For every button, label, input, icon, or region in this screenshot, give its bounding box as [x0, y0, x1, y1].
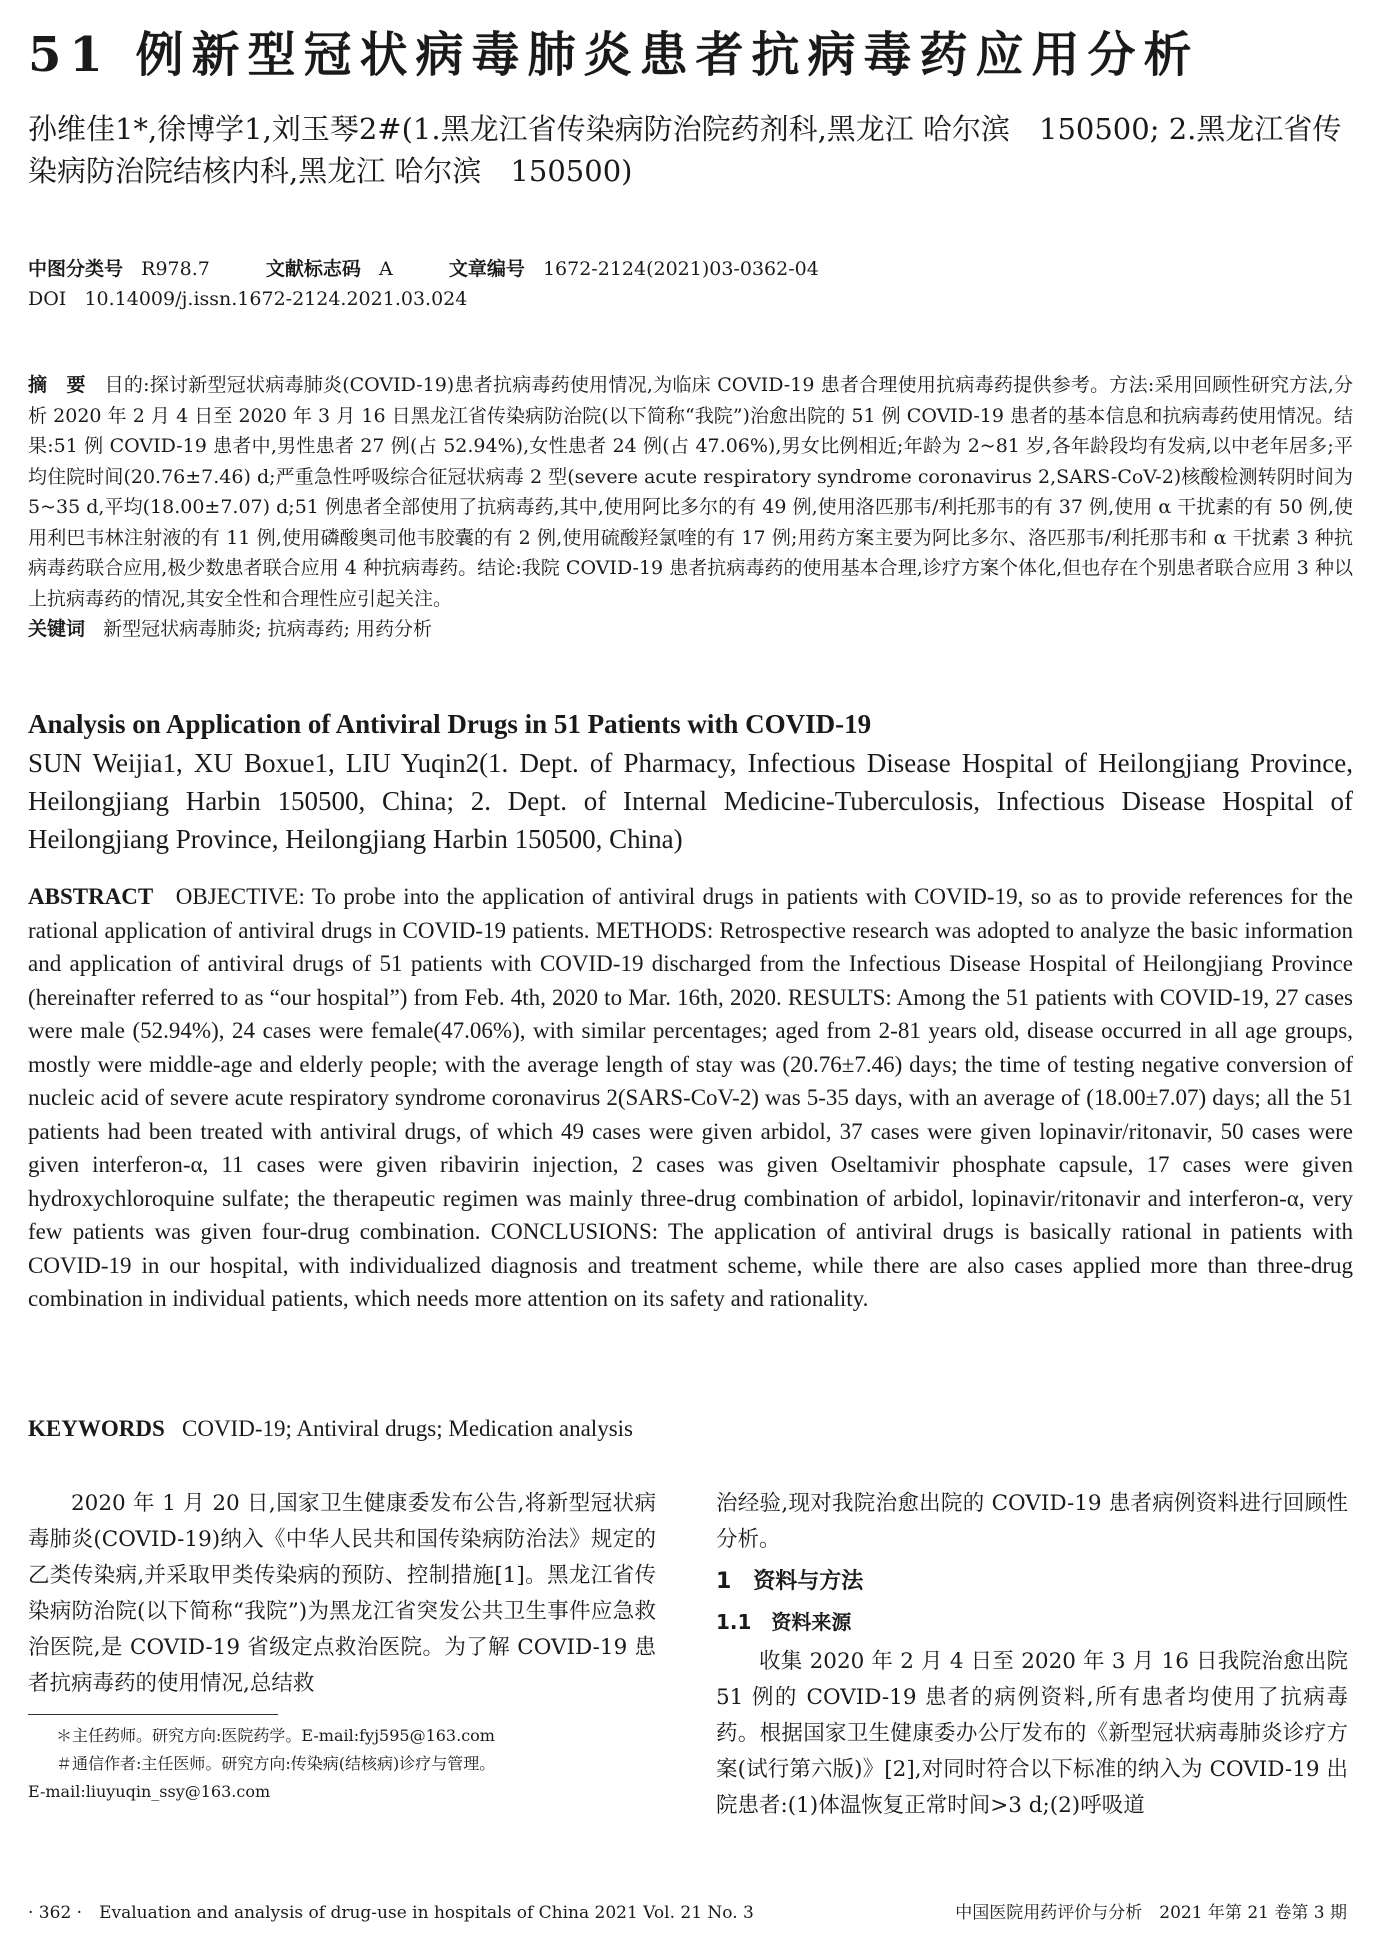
footnote-author-1: ＊主任药师。研究方向:医院药学。E-mail:fyj595@163.com	[56, 1726, 495, 1745]
keywords-text: 新型冠状病毒肺炎; 抗病毒药; 用药分析	[103, 618, 433, 640]
intro-paragraph: 2020 年 1 月 20 日,国家卫生健康委发布公告,将新型冠状病毒肺炎(COVID-19)纳入《中华人民共和国传染病防治法》规定的乙类传染病,并采取甲类传染病的预防、控制措施[1]。黑龙江省传染病防治院(以下简称“我院”)为黑龙江省突发公共卫生事件应急救治医院,是 COVID-19 省级定点救治医院。为了解 COVID-19 患者抗病毒药的使用情况,总结救	[28, 1491, 656, 1696]
footnotes	[28, 1722, 658, 1806]
section-heading: 1 资料与方法	[716, 1569, 864, 1594]
english-authors: SUN Weijia1, XU Boxue1, LIU Yuqin2(1. Dept. of Pharmacy, Infectious Disease Hospital of Heilongjiang Province, Heilongjiang Harbin 150500, China; 2. Dept. of Internal Medicine-Tuberculosis, Infectious Disease Hospital of Heilongjiang Province, Heilongjiang Harbin 150500, China)	[28, 748, 1353, 854]
english-keywords	[28, 1412, 1353, 1446]
intro-paragraph-continued: 治经验,现对我院治愈出院的 COVID-19 患者病例资料进行回顾性分析。	[716, 1491, 1348, 1552]
data-source-paragraph: 收集 2020 年 2 月 4 日至 2020 年 3 月 16 日我院治愈出院 51 例的 COVID-19 患者的病例资料,所有患者均使用了抗病毒药。根据国家卫生健康委办公厅发布的《新型冠状病毒肺炎诊疗方案(试行第六版)》[2],对同时符合以下标准的纳入为 COVID-19 出院患者:(1)体温恢复正常时间>3 d;(2)呼吸道	[716, 1649, 1348, 1818]
page-footer-left: · 362 · Evaluation and analysis of drug-use in hospitals of China 2021 Vol. 21 No. 3	[28, 1903, 754, 1923]
article-number-value: 1672-2124(2021)03-0362-04	[542, 258, 819, 280]
footnote-email: E-mail:liuyuqin_ssy@163.com	[28, 1782, 271, 1801]
subsection-heading: 1.1 资料来源	[716, 1610, 852, 1634]
abstract-text: 目的:探讨新型冠状病毒肺炎(COVID-19)患者抗病毒药使用情况,为临床 COVID-19 患者合理使用抗病毒药提供参考。方法:采用回顾性研究方法,分析 2020 年 2 月 4 日至 2020 年 3 月 16 日黑龙江省传染病防治院(以下简称“我院”)治愈出院的 51 例 COVID-19 患者的基本信息和抗病毒药使用情况。结果:51 例 COVID-19 患者中,男性患者 27 例(占 52.94%),女性患者 24 例(占 47.06%),男女比例相近;年龄为 2~81 岁,各年龄段均有发病,以中老年居多;平均住院时间(20.76±7.46) d;严重急性呼吸综合征冠状病毒 2 型(severe acute respiratory syndrome coronavirus 2,SARS-CoV-2)核酸检测转阴时间为 5~35 d,平均(18.00±7.07) d;51 例患者全部使用了抗病毒药,其中,使用阿比多尔的有 49 例,使用洛匹那韦/利托那韦的有 37 例,使用 α 干扰素的有 50 例,使用利巴韦林注射液的有 11 例,使用磷酸奥司他韦胶囊的有 2 例,使用硫酸羟氯喹的有 17 例;用药方案主要为阿比多尔、洛匹那韦/利托那韦和 α 干扰素 3 种抗病毒药联合应用,极少数患者联合应用 4 种抗病毒药。结论:我院 COVID-19 患者抗病毒药的使用基本合理,诊疗方案个体化,但也存在个别患者联合应用 3 种以上抗病毒药的情况,其安全性和合理性应引起关注。	[28, 374, 1353, 610]
english-abstract-label: ABSTRACT	[28, 884, 154, 909]
english-keywords-text: COVID-19; Antiviral drugs; Medication analysis	[182, 1416, 633, 1441]
page-title: 51 例新型冠状病毒肺炎患者抗病毒药应用分析	[28, 27, 1200, 83]
footnote-corresponding: ＃通信作者:主任医师。研究方向:传染病(结核病)诊疗与管理。	[56, 1754, 496, 1773]
article-number-label: 文章编号	[448, 258, 525, 280]
english-abstract-text: OBJECTIVE: To probe into the application of antiviral drugs in patients with COVID-19, so as to provide references for the rational application of antiviral drugs in COVID-19 patients. METHODS: Retrospective research was adopted to analyze the basic information and application of antiviral drugs of 51 patients with COVID-19 discharged from the Infectious Disease Hospital of Heilongjiang Province (hereinafter referred to as “our hospital”) from Feb. 4th, 2020 to Mar. 16th, 2020. RESULTS: Among the 51 patients with COVID-19, 27 cases were male (52.94%), 24 cases were female(47.06%), with similar percentages; aged from 2-81 years old, disease occurred in all age groups, mostly were middle-age and elderly people; with the average length of stay was (20.76±7.46) days; the time of testing negative conversion of nucleic acid of severe acute respiratory syndrome coronavirus 2(SARS-CoV-2) was 5-35 days, with an average of (18.00±7.07) days; all the 51 patients had been treated with antiviral drugs, of which 49 cases were given arbidol, 37 cases were given lopinavir/ritonavir, 50 cases were given interferon-α, 11 cases were given ribavirin injection, 2 cases was given Oseltamivir phosphate capsule, 17 cases were given hydroxychloroquine sulfate; the therapeutic regimen was mainly three-drug combination of arbidol, lopinavir/ritonavir and interferon-α, very few patients was given four-drug combination. CONCLUSIONS: The application of antiviral drugs is basically rational in patients with COVID-19 in our hospital, with individualized diagnosis and treatment scheme, while there are also cases applied more than three-drug combination in individual patients, which needs more attention on its safety and rationality.	[28, 884, 1353, 1311]
body-left-column	[28, 1486, 656, 1702]
abstract-label: 摘 要	[28, 374, 86, 396]
english-keywords-label: KEYWORDS	[28, 1416, 165, 1441]
doc-code-label: 文献标志码	[265, 258, 361, 280]
clc-value: R978.7	[141, 258, 210, 280]
clc-label: 中图分类号	[28, 258, 124, 280]
article-metadata	[28, 254, 819, 314]
english-abstract	[28, 880, 1353, 1316]
authors-affiliations: 孙维佳1*,徐博学1,刘玉琴2#(1.黑龙江省传染病防治院药剂科,黑龙江 哈尔滨 150500; 2.黑龙江省传染病防治院结核内科,黑龙江 哈尔滨 150500)	[28, 112, 1342, 188]
chinese-abstract	[28, 370, 1353, 645]
footnote-divider	[28, 1714, 278, 1715]
page-footer-right: 中国医院用药评价与分析 2021 年第 21 卷第 3 期	[955, 1903, 1347, 1923]
body-right-column	[716, 1486, 1348, 1824]
doi-label: DOI	[28, 288, 67, 310]
keywords-label: 关键词	[28, 618, 86, 640]
doi-value: 10.14009/j.issn.1672-2124.2021.03.024	[84, 288, 468, 310]
doc-code-value: A	[379, 258, 393, 280]
english-title: Analysis on Application of Antiviral Drugs in 51 Patients with COVID-19	[28, 709, 872, 739]
